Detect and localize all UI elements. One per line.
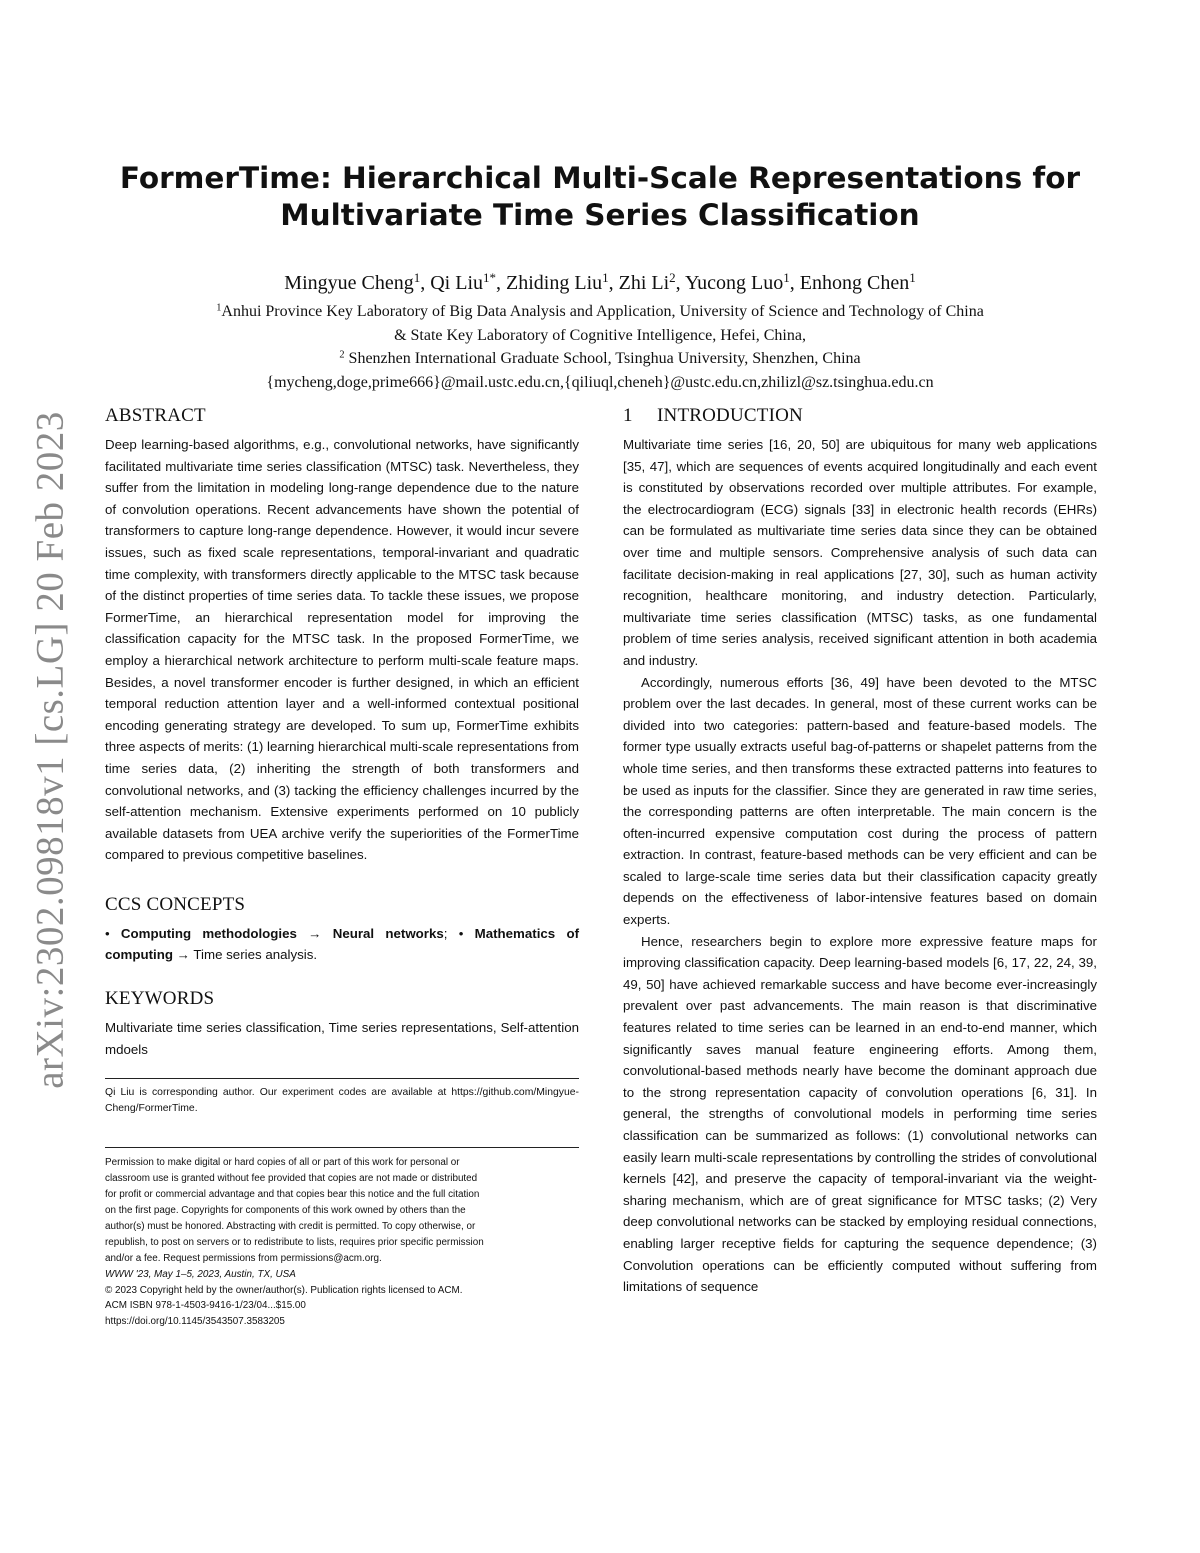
author: Zhiding Liu <box>506 272 603 294</box>
introduction-heading: 1 INTRODUCTION <box>623 405 803 426</box>
right-column <box>623 405 1097 1298</box>
author-list: Mingyue Cheng$^1$, Qi Liu$^{1*}$, Zhiding Liu$^1$, Zhi Li$^2$, Yucong Luo$^1$, Enhong Chen$^1$ <box>284 269 916 294</box>
footnote-rule <box>105 1078 579 1079</box>
abstract-text: Deep learning-based algorithms, e.g., convolutional networks, have significantly facilitated multivariate time series classification (MTSC) task. Nevertheless, they suffer from the limitation in modeling long-range dependence due to the nature of convolution operations. Recent advancements have shown the potential of transformers to capture long-range dependence. However, it would incur severe issues, such as fixed scale representations, temporal-invariant and quadratic time complexity, with transformers directly applicable to the MTSC task because of the distinct properties of time series data. To tackle these issues, we propose FormerTime, an hierarchical representation model for improving the classification capacity for the MTSC task. In the proposed FormerTime, we employ a hierarchical network architecture to perform multi-scale feature maps. Besides, a novel transformer encoder is further designed, in which an efficient temporal reduction attention layer and a well-informed contextual positional encoding generating strategy are developed. To sum up, FormerTime exhibits three aspects of merits: (1) learning hierarchical multi-scale representations from time series data, (2) inheriting the strength of both transformers and convolutional networks, and (3) tacking the efficiency challenges incurred by the self-attention mechanism. Extensive experiments performed on 10 publicly available datasets from UEA archive verify the superiorities of the FormerTime compared to previous competitive baselines. <box>105 437 579 863</box>
permission-line: classroom use is granted without fee provided that copies are not made or distributed <box>105 1173 478 1185</box>
author-emails: {mycheng,doge,prime666}@mail.ustc.edu.cn,{qiliuql,cheneh}@ustc.edu.cn,zhilizl@sz.tsinghua.edu.cn <box>266 373 934 391</box>
author-affil-mark: 2 <box>669 269 676 285</box>
author-affil-mark: 1 <box>602 269 609 285</box>
ccs-concepts-section <box>105 894 579 966</box>
author-affil-mark: 1 <box>413 269 421 285</box>
ccs-text: • Computing methodologies → Neural networks; • Mathematics of computing → Time series analysis. <box>105 925 579 963</box>
title-line-2: Multivariate Time Series Classification <box>280 198 920 232</box>
affiliation-line-1: $^1$Anhui Province Key Laboratory of Big Data Analysis and Application, University of Science and Technology of China <box>216 302 984 320</box>
author: Mingyue Cheng <box>284 272 414 294</box>
corresponding-author-footnote: Qi Liu is corresponding author. Our experiment codes are available at https://github.com/Mingyue-Cheng/FormerTime. <box>105 1087 579 1115</box>
keywords-section <box>105 988 579 1060</box>
abstract-heading: ABSTRACT <box>105 405 206 426</box>
author: Zhi Li <box>618 272 670 294</box>
isbn-line: ACM ISBN 978-1-4503-9416-1/23/04...$15.00 <box>105 1300 306 1312</box>
venue-line: WWW '23, May 1–5, 2023, Austin, TX, USA <box>105 1268 296 1280</box>
affiliation-line-3: $^2$ Shenzhen International Graduate School, Tsinghua University, Shenzhen, China <box>339 349 861 367</box>
section-number: 1 <box>623 405 633 426</box>
affiliations <box>80 300 1120 394</box>
intro-paragraph-3: Hence, researchers begin to explore more expressive feature maps for improving classification capacity. Deep learning-based models [6, 17, 22, 24, 39, 49, 50] have achieved remarkable success and have become ever-increasingly prevalent over past advancements. The main reason is that discriminative features related to time series can be learned in an end-to-end manner, which significantly saves manual feature engineering efforts. Among them, convolutional-based methods nearly have become the dominant approach due to the strong representation capacity of convolution operations [6, 31]. In general, the strengths of convolutional models in performing time series classification can be summarized as follows: (1) convolutional networks can easily learn multi-scale representations by controlling the strides of convolutional kernels [42], and preserve the capacity of temporal-invariant via the weight-sharing mechanism, which are of great significance for MTSC tasks; (2) Very deep convolutional networks can be stacked by employing residual connections, enabling larger receptive fields for capturing the sequence dependence; (3) Convolution operations can be efficiently computed without suffering from limitations of sequence <box>623 933 1097 1295</box>
permission-block <box>105 1155 579 1330</box>
author: Enhong Chen <box>799 272 910 294</box>
affiliation-line-2: & State Key Laboratory of Cognitive Intelligence, Hefei, China, <box>394 326 806 344</box>
permission-rule <box>105 1147 579 1148</box>
permission-line: republish, to post on servers or to redistribute to lists, requires prior specific permission <box>105 1236 484 1248</box>
ccs-heading: CCS CONCEPTS <box>105 893 246 915</box>
author: Qi Liu <box>430 272 484 294</box>
arxiv-side-stamp: arXiv:2302.09818v1 [cs.LG] 20 Feb 2023 <box>28 411 72 1089</box>
copyright-line: © 2023 Copyright held by the owner/author(s). Publication rights licensed to ACM. <box>105 1284 463 1296</box>
keywords-text: Multivariate time series classification, Time series representations, Self-attention mdoels <box>105 1020 579 1057</box>
permission-line: Permission to make digital or hard copies of all or part of this work for personal or <box>105 1157 460 1169</box>
author-affil-mark: 1 <box>783 269 790 285</box>
intro-paragraph-1: Multivariate time series [16, 20, 50] are ubiquitous for many web applications [35, 47], which are sequences of events acquired longitudinally and each event is constituted by observations recorded over multiple attributes. For example, the electrocardiogram (ECG) signals [33] in electronic health records (EHRs) can be formulated as multivariate time series data since they can be obtained over time and multiple sensors. Comprehensive analysis of such data can facilitate decision-making in real applications [27, 30], such as human activity recognition, healthcare monitoring, and industry detection. Particularly, multivariate time series classification (MTSC) tasks, as one fundamental problem of time series analysis, received significant attention in both academia and industry. <box>623 437 1097 668</box>
keywords-heading: KEYWORDS <box>105 988 215 1010</box>
permission-line: and/or a fee. Request permissions from permissions@acm.org. <box>105 1252 382 1264</box>
intro-paragraph-2: Accordingly, numerous efforts [36, 49] have been devoted to the MTSC problem over the last decades. In general, most of these current works can be divided into two categories: pattern-based and feature-based models. The former type usually extracts useful bag-of-patterns or shapelet patterns from the whole time series, and then transforms these extracted patterns into features to be used as inputs for the classifier. Since they are generated in raw time series, the corresponding patterns are often interpretable. The main concern is the often-incurred expensive computation cost during the process of pattern extraction. In contrast, feature-based methods can be very efficient and can be scaled to large-scale time series data but their classification capacity greatly depends on the effectiveness of labor-intensive features based on domain experts. <box>623 674 1097 928</box>
left-column <box>105 405 579 1330</box>
paper-title <box>100 160 1100 234</box>
author: Yucong Luo <box>684 272 784 294</box>
title-line-1: FormerTime: Hierarchical Multi-Scale Representations for <box>119 161 1081 195</box>
doi-link[interactable]: https://doi.org/10.1145/3543507.3583205 <box>105 1316 285 1328</box>
author-affil-mark: 1 <box>909 269 916 285</box>
permission-line: for profit or commercial advantage and that copies bear this notice and the full citation <box>105 1189 480 1201</box>
author-affil-mark: 1* <box>483 269 497 285</box>
permission-line: author(s) must be honored. Abstracting with credit is permitted. To copy otherwise, or <box>105 1220 476 1232</box>
permission-line: on the first page. Copyrights for components of this work owned by others than the <box>105 1204 466 1216</box>
